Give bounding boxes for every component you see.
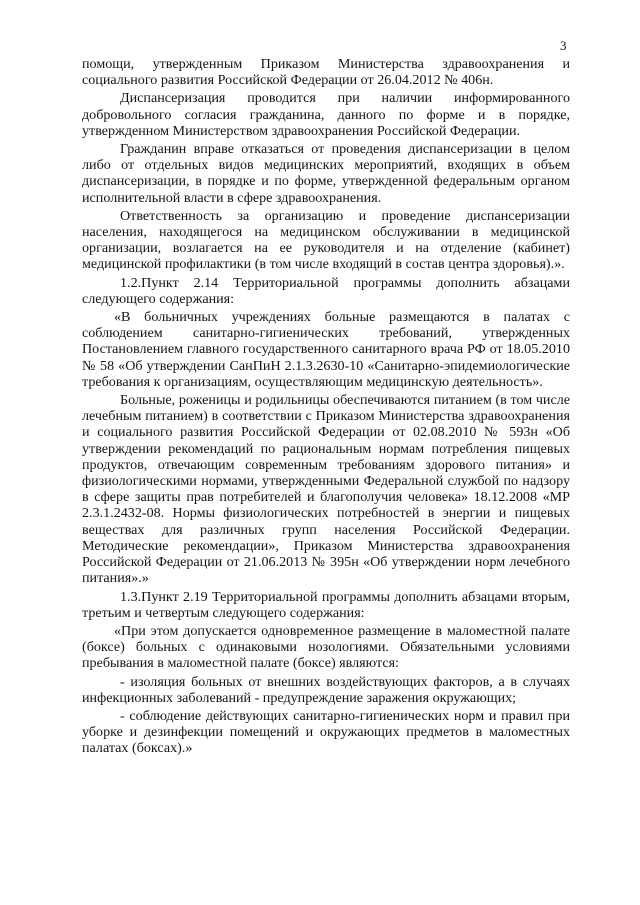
page-number: 3 [560, 38, 567, 53]
paragraph-clause-1-3: 1.3.Пункт 2.19 Территориальной программы дополнить абзацами вторым, третьим и четвертым следующего содержания: [82, 588, 570, 621]
paragraph-dispensary-consent: Диспансеризация проводится при наличии информированного добровольного согласия гражданина, данного по форме и в порядке, утвержденном Министерством здравоохранения Российской Федерации. [82, 90, 570, 139]
paragraph-clause-1-2: 1.2.Пункт 2.14 Территориальной программы дополнить абзацами следующего содержания: [82, 274, 570, 307]
paragraph-isolation: - изоляция больных от внешних воздействующих факторов, а в случаях инфекционных заболеваний - предупреждение заражения окружающих; [82, 673, 570, 706]
paragraph-nutrition: Больные, роженицы и родильницы обеспечиваются питанием (в том числе лечебным питанием) в соответствии с Приказом Министерства здравоохранения и социального развития Российской Федерации от 02.08.2010 № 593н «Об утверждении рекомендаций по рациональным нормам потребления пищевых продуктов, отвечающим современным требованиям здорового питания» и физиологическими нормами, утвержденными Федеральной службой по надзору в сфере защиты прав потребителей и благополучия человека» 18.12.2008 «МР 2.3.1.2432-08. Нормы физиологических потребностей в энергии и пищевых веществах для различных групп населения Российской Федерации. Методические рекомендации», Приказом Министерства здравоохранения Российской Федерации от 21.06.2013 № 395н «Об утверждении норм лечебного питания».» [82, 392, 570, 587]
paragraph-sanitary-norms: - соблюдение действующих санитарно-гигиенических норм и правил при уборке и дезинфекции помещений и окружающих предметов в маломестных палатах (боксах).» [82, 707, 570, 757]
document-body [82, 56, 570, 759]
paragraph-continuation: помощи, утвержденным Приказом Министерства здравоохранения и социального развития Российской Федерации от 26.04.2012 № 406н. [82, 56, 570, 89]
paragraph-hospital-placement: «В больничных учреждениях больные размещаются в палатах с соблюдением санитарно-гигиенических требований, утвержденных Постановлением главного государственного санитарного врача РФ от 18.05.2010 № 58 «Об утверждении СанПиН 2.1.3.2630-10 «Санитарно-эпидемиологические требования к организациям, осуществляющим медицинскую деятельность». [82, 309, 570, 390]
paragraph-right-to-refuse: Гражданин вправе отказаться от проведения диспансеризации в целом либо от отдельных видов медицинских мероприятий, входящих в объем диспансеризации, в порядке и по форме, утвержденной федеральным органом исполнительной власти в сфере здравоохранения. [82, 141, 570, 206]
paragraph-small-ward: «При этом допускается одновременное размещение в маломестной палате (боксе) больных с одинаковыми нозологиями. Обязательными условиями пребывания в маломестной палате (боксе) являются: [82, 622, 570, 672]
paragraph-responsibility: Ответственность за организацию и проведение диспансеризации населения, находящегося на медицинском обслуживании в медицинской организации, возлагается на ее руководителя и на отделение (кабинет) медицинской профилактики (в том числе входящий в состав центра здоровья).». [82, 207, 570, 273]
